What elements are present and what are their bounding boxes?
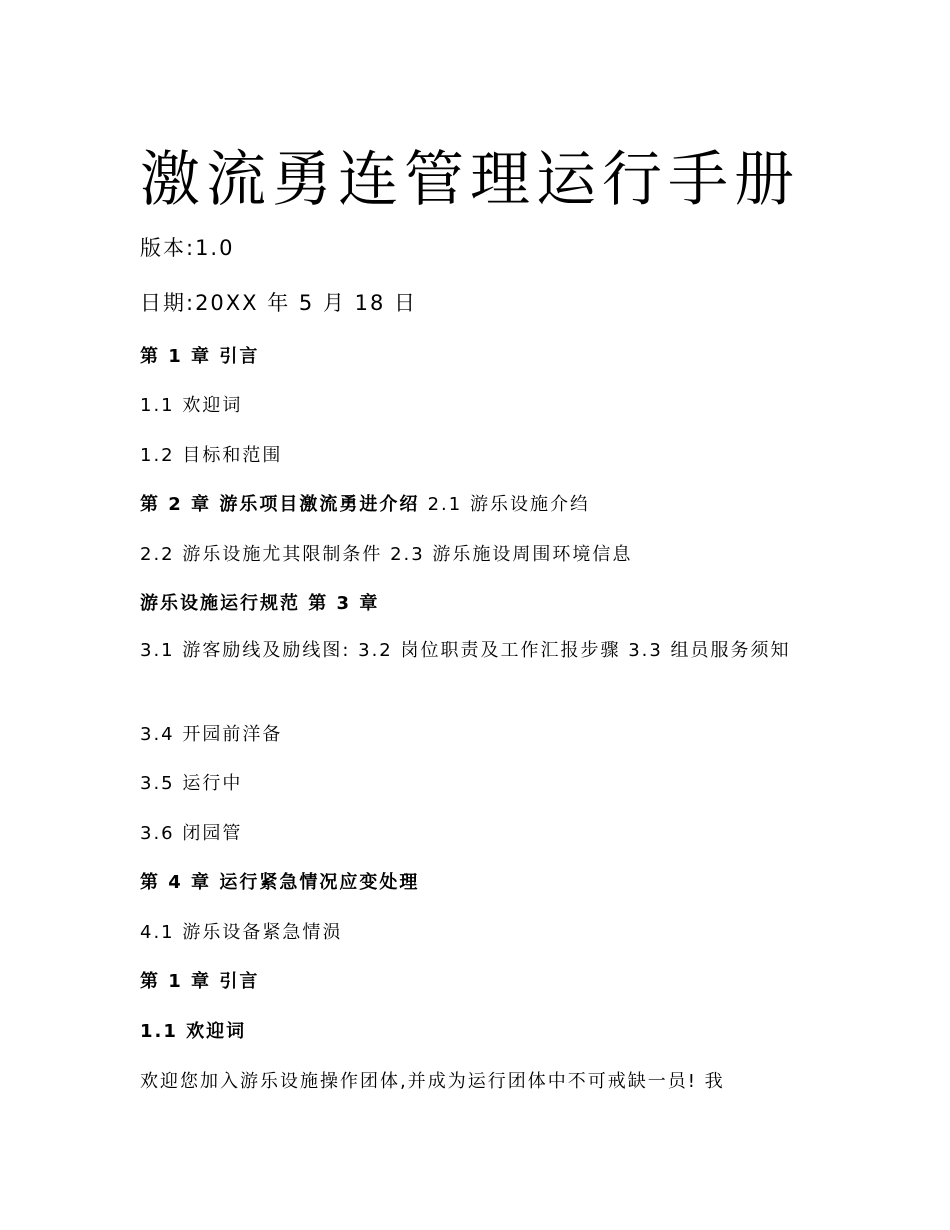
toc-item-3-6: 3.6 闭园管 bbox=[140, 823, 243, 844]
date-text: 日期:20XX 年 5 月 18 日 bbox=[140, 291, 418, 315]
toc-item-3-1-3-3: 3.1 游客励线及励线图: 3.2 岗位职责及工作汇报步骤 3.3 组员服务须知 bbox=[140, 640, 791, 661]
toc-item-3-5: 3.5 运行中 bbox=[140, 773, 243, 794]
toc-item-1-1: 1.1 欢迎词 bbox=[140, 395, 243, 416]
document-title: 激流勇连管理运行手册 bbox=[140, 145, 800, 215]
toc-item-1-2: 1.2 目标和范围 bbox=[140, 445, 283, 466]
toc-item-2-1: 2.1 游乐设施介绉 bbox=[427, 494, 590, 515]
section-1-1-heading: 1.1 欢迎词 bbox=[140, 1021, 247, 1042]
chapter-1-heading: 第 1 章 引言 bbox=[140, 971, 260, 992]
paragraph-1: 欢迎您加入游乐设施操作团体,并成为运行团体中不可戒缺一员! 我 bbox=[140, 1071, 725, 1092]
toc-chapter-2-heading: 第 2 章 游乐项目激流勇进介绍 bbox=[140, 494, 420, 515]
toc-chapter-1-heading: 第 1 章 引言 bbox=[140, 346, 260, 367]
version-text: 版本:1.0 bbox=[140, 236, 235, 260]
toc-item-2-2-2-3: 2.2 游乐设施尤其限制条件 2.3 游乐施设周围环境信息 bbox=[140, 544, 633, 565]
toc-chapter-2-line bbox=[140, 490, 820, 516]
toc-chapter-3-heading: 游乐设施运行规范 第 3 章 bbox=[140, 593, 380, 614]
toc-item-3-4: 3.4 开园前洋备 bbox=[140, 724, 283, 745]
toc-chapter-4-heading: 第 4 章 运行紧急情况应变处理 bbox=[140, 872, 420, 893]
toc-item-4-1: 4.1 游乐设备紧急情涢 bbox=[140, 922, 343, 943]
